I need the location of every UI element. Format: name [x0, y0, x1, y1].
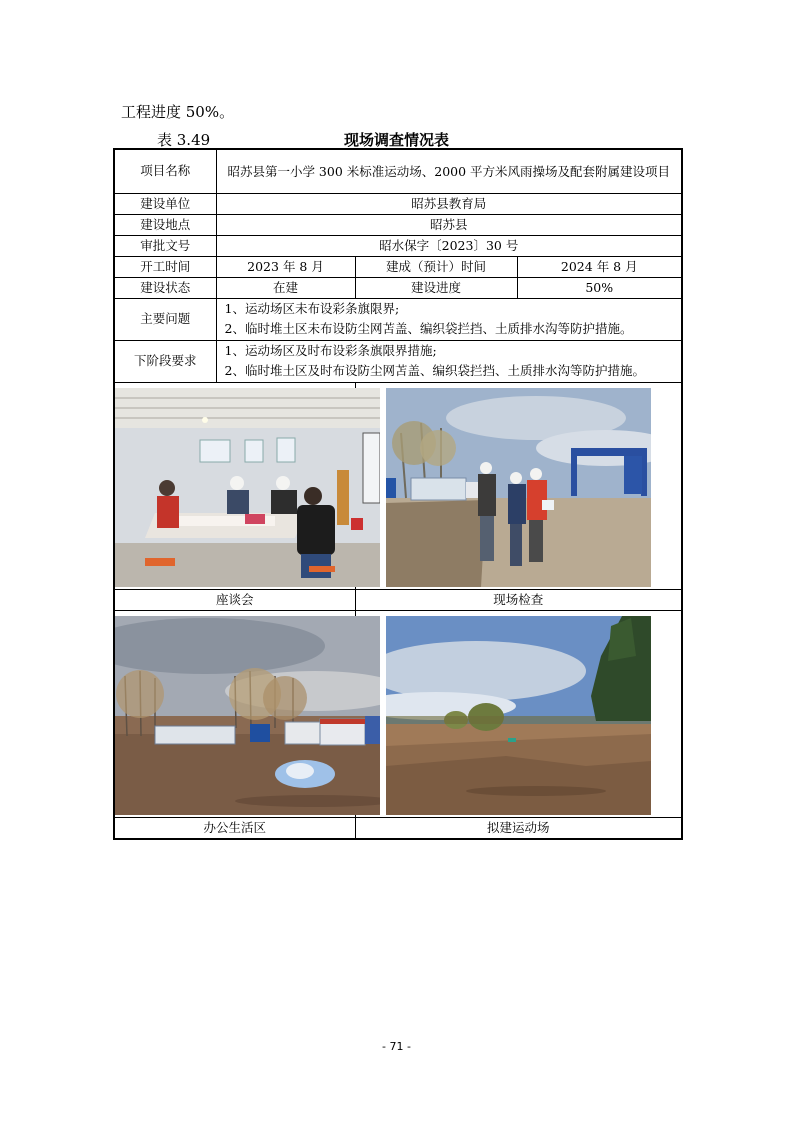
- start-time-value: 2023 年 8 月: [216, 256, 355, 277]
- status-value: 在建: [216, 277, 355, 298]
- finish-time-label: 建成（预计）时间: [355, 256, 517, 277]
- photo-caption-inspection: 现场检查: [355, 589, 682, 610]
- intro-text: 工程进度 50%。: [121, 103, 235, 121]
- location-label: 建设地点: [114, 214, 216, 235]
- photo-cell-meeting: [114, 382, 355, 589]
- photo-caption-sports-field: 拟建运动场: [355, 817, 682, 839]
- next-stage-value: [216, 340, 682, 382]
- table-number: 表 3.49: [157, 131, 211, 149]
- survey-table: [113, 148, 683, 840]
- office-area-photo: [115, 616, 380, 815]
- page-number: - 71 -: [382, 1040, 411, 1053]
- progress-label: 建设进度: [355, 277, 517, 298]
- problems-label: 主要问题: [114, 298, 216, 340]
- construction-unit-value: 昭苏县教育局: [216, 193, 682, 214]
- photo-caption-office: 办公生活区: [114, 817, 355, 839]
- construction-unit-label: 建设单位: [114, 193, 216, 214]
- start-time-label: 开工时间: [114, 256, 216, 277]
- table-title: 现场调查情况表: [343, 131, 449, 149]
- location-value: 昭苏县: [216, 214, 682, 235]
- progress-value: 50%: [517, 277, 682, 298]
- project-name-value: 昭苏县第一小学 300 米标准运动场、2000 平方米风雨操场及配套附属建设项目: [216, 149, 682, 193]
- approval-value: 昭水保字〔2023〕30 号: [216, 235, 682, 256]
- problem-item: 1、运动场区未布设彩条旗限界;: [224, 301, 400, 316]
- problems-value: [216, 298, 682, 340]
- next-stage-label: 下阶段要求: [114, 340, 216, 382]
- inspection-photo: [386, 388, 651, 587]
- photo-caption-meeting: 座谈会: [114, 589, 355, 610]
- problem-item: 2、临时堆土区未布设防尘网苫盖、编织袋拦挡、土质排水沟等防护措施。: [224, 321, 633, 336]
- photo-cell-sports-field: [355, 610, 682, 817]
- sports-field-photo: [386, 616, 651, 815]
- approval-label: 审批文号: [114, 235, 216, 256]
- photo-cell-office: [114, 610, 355, 817]
- finish-time-value: 2024 年 8 月: [517, 256, 682, 277]
- requirement-item: 2、临时堆土区及时布设防尘网苫盖、编织袋拦挡、土质排水沟等防护措施。: [224, 363, 645, 378]
- photo-cell-inspection: [355, 382, 682, 589]
- project-name-label: 项目名称: [114, 149, 216, 193]
- status-label: 建设状态: [114, 277, 216, 298]
- meeting-photo: [115, 388, 380, 587]
- requirement-item: 1、运动场区及时布设彩条旗限界措施;: [224, 343, 437, 358]
